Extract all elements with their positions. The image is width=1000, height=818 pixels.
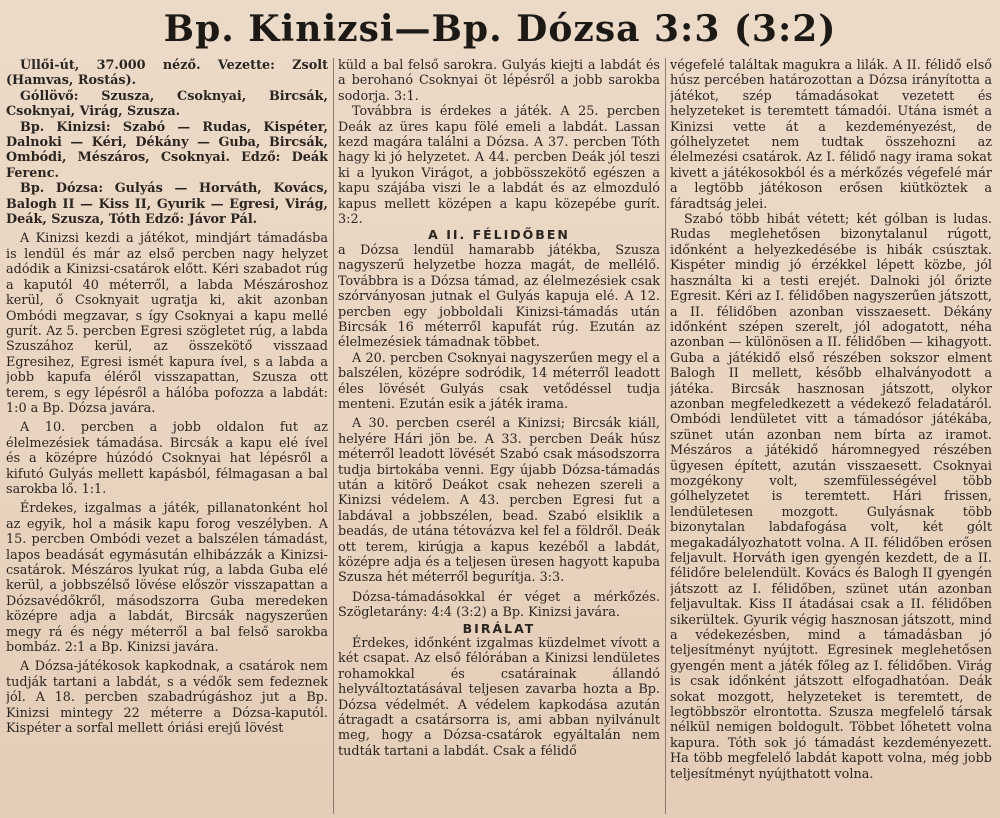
report-paragraph: A 30. percben cserél a Kinizsi; Bircsák kiáll, helyére Hári jön be. A 33. percben Deák húsz méterről leadott lövését Szabó csak másodszorra tudja birtokába venni. Egy újabb Dózsa-támadás után a kitörő Deákot csak nehezen szereli a Kinizsi védelem. A 43. percben Egresi fut a labdával a jobbszélen, bead. Szabó elsiklik a beadás, de utána tétovázva kel fel a földről. Deák ott terem, kirúgja a kapus kezéből a labdát, középre adja és a teljesen üresen hagyott kapuba Szusza hét méterről begurítja. 3:3.	[338, 416, 660, 586]
section-heading-second-half: A II. FÉLIDŐBEN	[428, 227, 570, 243]
report-paragraph: Érdekes, izgalmas a játék, pillanatonként hol az egyik, hol a másik kapu forog veszélyben. A 15. percben Ombódi vezet a balszélen támadást, lapos beadását egymásután elhibázzák a Kinizsi-csatárok. Mészáros lyukat rúg, a labda Guba elé kerül, a jobbszélső lövése először visszapattan a Dózsavédőkről, másodszorra Guba meredeken középre adja a labdát, Bircsák nagyszerűen megy rá és négy méterről a bal felső sarokba bombáz. 2:1 a Bp. Kinizsi javára.	[6, 501, 328, 656]
report-paragraph: Továbbra is érdekes a játék. A 25. percben Deák az üres kapu fölé emeli a labdát. Lassan kezd magára találni a Dózsa. A 37. percben Tóth hagy ki jó helyzetet. A 44. percben Deák jól teszi ki a lyukon Virágot, a jobbösszekötő egészen a kapu szájába viszi le a labdát és az elmozduló kapus mellett középen a kapu közepébe gurít. 3:2.	[338, 104, 660, 228]
report-paragraph: küld a bal felső sarokra. Gulyás kiejti a labdát és a berohanó Csoknyai öt lépésről a jobb sarokba sodorja. 3:1.	[338, 58, 660, 104]
report-paragraph: Érdekes, időnként izgalmas küzdelmet vívott a két csapat. Az első félórában a Kinizsi lendületes rohamokkal és csatárainak állandó helyváltoztatásával teljesen zavarba hozta a Bp. Dózsa védelmét. A védelem kapkodása azután átragadt a csatársorra is, ami abban nyilvánult meg, hogy a Dózsa-csatárok egyáltalán nem tudták tartani a labdát. Csak a félidő	[338, 636, 660, 759]
column-2	[338, 58, 660, 814]
column-divider	[333, 58, 334, 814]
goalscorers: Góllövő: Szusza, Csoknyai, Bircsák, Csoknyai, Virág, Szusza.	[6, 88, 328, 120]
report-paragraph: A 10. percben a jobb oldalon fut az élelmezésiek támadása. Bircsák a kapu elé ível és a középre húzódó Csoknyai hat lépésről a kifutó Gulyás mellett kapásból, félmagasan a bal sarokba lő. 1:1.	[6, 420, 328, 497]
column-3	[670, 58, 992, 814]
report-paragraph: végefelé találtak magukra a lilák. A II. félidő első húsz percében határozottan a Dózsa irányította a játékot, szép támadásokat vezetett és helyzeteket is teremtett támadói. Utána ismét a Kinizsi vette át a kezdeményezést, de gólhelyzetet nem tudtak összehozni az élelmezési csatárok. Az I. félidő nagy irama sokat kivett a játékosokból és a mérkőzés végefelé már a legtöbb játékoson erősen kiütköztek a fáradtság jelei.	[670, 58, 992, 212]
report-paragraph: A Kinizsi kezdi a játékot, mindjárt támadásba is lendül és már az első percben nagy helyzet adódik a Kinizsi-csatárok előtt. Kéri szabadot rúg a kaputól 40 méterről, a labda Mészároshoz kerül, ő Csoknyait ugratja ki, akit azonban Ombódi megzavar, s így Csoknyai a kapu mellé gurít. Az 5. percben Egresi szögletet rúg, a labda Szuszához kerül, az összekötő visszaad Egresihez, Egresi ismét kapura ível, s a labda a jobb kapufa éléről visszapattan, Szusza ott terem, s egy lépésről a hálóba pofozza a labdát: 1:0 a Bp. Dózsa javára.	[6, 231, 328, 416]
section-heading-critique: BIRÁLAT	[462, 620, 536, 636]
headline: Bp. Kinizsi—Bp. Dózsa 3:3 (3:2)	[163, 8, 837, 50]
match-info: Üllői-út, 37.000 néző. Vezette: Zsolt (Hamvas, Rostás).	[6, 58, 328, 89]
report-paragraph: A Dózsa-játékosok kapkodnak, a csatárok nem tudják tartani a labdát, s a védők sem fedeznek jól. A 18. percben szabadrúgáshoz jut a Bp. Kinizsi mintegy 22 méterre a Dózsa-kaputól. Kispéter a sorfal mellett óriási erejű lövést	[6, 659, 328, 737]
lineup-kinizsi: Bp. Kinizsi: Szabó — Rudas, Kispéter, Dalnoki — Kéri, Dékány — Guba, Bircsák, Ombódi, Mészáros, Csoknyai. Edző: Deák Ferenc.	[6, 119, 328, 181]
report-paragraph: Dózsa-támadásokkal ér véget a mérkőzés. Szögletarány: 4:4 (3:2) a Bp. Kinizsi javára.	[338, 589, 660, 621]
column-divider	[665, 58, 666, 814]
player-ratings: Szabó több hibát vétett; két gólban is ludas. Rudas meglehetősen bizonytalanul rúgott, időnként a helyezkedésébe is hibák csúsztak. Kispéter mindig jó érzékkel lépett közbe, jól használta ki a testi erejét. Dalnoki jól őrizte Egresit. Kéri az I. félidőben nagyszerűen játszott, a II. félidőben azonban visszaesett. Dékány időnként szépen szerelt, jól adogatott, néha azonban — különösen a II. félidőben — kihagyott. Guba a játékidő első részében sokszor elment Balogh II mellett, később elhalványodott a játéka. Bircsák hasznosan játszott, olykor azonban megfeledkezett a védekező feladatáról. Ombódi lendületet vitt a támadósor játékába, szünet után azonban nem bírta az iramot. Mészáros a játékidő háromnegyed részében ügyesen épített, azután visszaesett. Csoknyai mozgékony volt, szemfülességével több gólhelyzetet is teremtett. Hári frissen, lendületesen mozgott. Gulyásnak több bizonytalan labdafogása volt, két gólt megakadályozhatott volna. A II. félidőben erősen feljavult. Horváth igen gyengén kezdett, de a II. félidőre belelendült. Kovács és Balogh II gyengén játszott az I. félidőben, szünet után azonban feljavultak. Kiss II átadásai csak a II. félidőben sikerültek. Gyurik végig hasznosan játszott, mind a védekezésben, mind a támadásban jó teljesítményt nyújtott. Egresinek meglehetősen gyengén ment a játék főleg az I. félidőben. Virág is csak időnként játszott elfogadhatóan. Deák sokat mozgott, helyzeteket is teremtett, de legtöbbször elrontotta. Szusza megfelelő társak nélkül nemigen boldogult. Többet lőhetett volna kapura. Tóth sok jó támadást kezdeményezett. Ha több megfelelő labdát kapott volna, még jobb teljesítményt nyújthatott volna.	[670, 212, 992, 782]
report-paragraph: A 20. percben Csoknyai nagyszerűen megy el a balszélen, középre sodródik, 14 méterről leadott éles lövését Gulyás csak vetődéssel tudja menteni. Ezután esik a játék irama.	[338, 350, 660, 412]
lineup-dozsa: Bp. Dózsa: Gulyás — Horváth, Kovács, Balogh II — Kiss II, Gyurik — Egresi, Virág, Deák, Szusza, Tóth Edző: Jávor Pál.	[6, 181, 328, 228]
column-1	[6, 58, 328, 814]
report-paragraph: a Dózsa lendül hamarabb játékba, Szusza nagyszerű helyzetbe hozza magát, de mellélő. Továbbra is a Dózsa támad, az élelmezésiek csak szórványosan jutnak el Gulyás kapuja elé. A 12. percben egy jobboldali Kinizsi-támadás után Bircsák 16 méterről kapufát rúg. Ezután az élelmezésiek támadnak többet.	[338, 242, 660, 351]
